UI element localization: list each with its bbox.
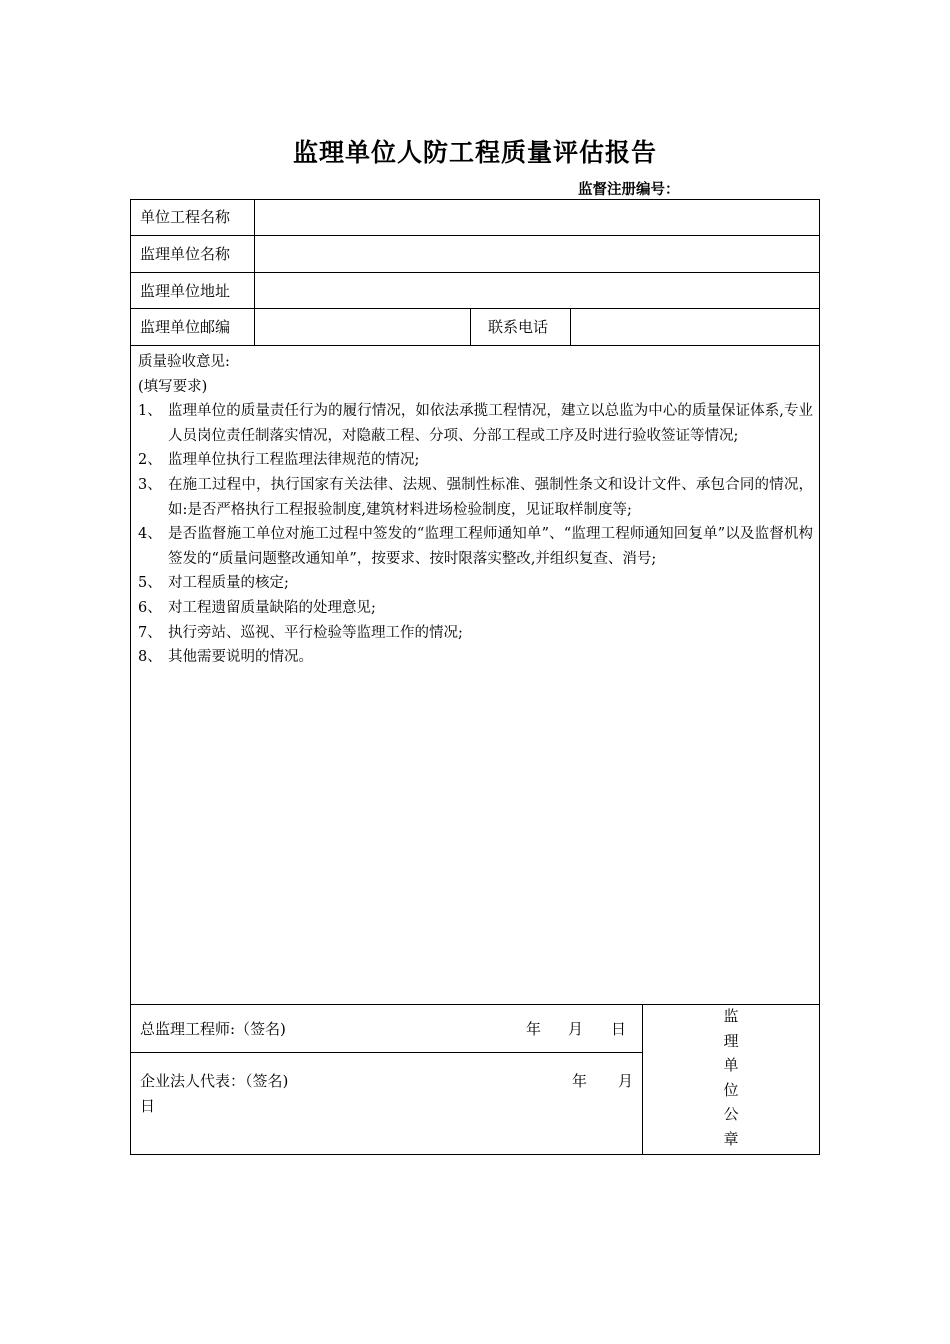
row-divider	[130, 272, 820, 273]
report-form	[130, 199, 820, 1155]
quality-opinion-heading: 质量验收意见:	[138, 354, 230, 370]
seal-char: 公	[723, 1105, 739, 1123]
row-divider	[130, 1052, 642, 1053]
supervisor-address-field[interactable]	[260, 276, 810, 304]
requirement-item	[138, 571, 813, 596]
legal-rep-day-label: 日	[140, 1097, 156, 1115]
form-border-left	[130, 199, 131, 1155]
requirement-number: 7、	[138, 624, 162, 641]
requirement-text: 监理单位的质量责任行为的履行情况，如依法承揽工程情况，建立以总监为中心的质量保证体系,专业人员岗位责任制落实情况，对隐蔽工程、分项、分部工程或工序及时进行验收签证等情况;	[168, 403, 813, 444]
chief-engineer-signature-label: 总监理工程师:（签名)	[140, 1020, 286, 1038]
column-divider	[570, 308, 571, 345]
chief-engineer-year-label: 年	[526, 1020, 542, 1038]
requirement-text: 监理单位执行工程监理法律规范的情况;	[168, 452, 420, 469]
legal-rep-year-label: 年	[572, 1072, 588, 1090]
row-divider	[130, 345, 820, 346]
chief-engineer-day-label: 日	[611, 1020, 627, 1038]
requirement-item	[138, 473, 813, 522]
requirement-item	[138, 621, 813, 646]
quality-opinion-section[interactable]	[138, 350, 813, 670]
legal-rep-signature-label: 企业法人代表：（签名)	[140, 1072, 289, 1090]
seal-char: 理	[723, 1031, 739, 1050]
legal-rep-month-label: 月	[618, 1072, 634, 1090]
requirement-text: 在施工过程中，执行国家有关法律、法规、强制性标准、强制性条文和设计文件、承包合同的情况，如:是否严格执行工程报验制度,建筑材料进场检验制度，见证取样制度等;	[168, 476, 813, 518]
requirement-item	[138, 448, 813, 473]
supervisor-seal-area	[642, 1004, 820, 1151]
requirement-item	[138, 596, 813, 621]
requirement-item	[138, 399, 813, 448]
requirement-number: 4、	[138, 526, 162, 543]
requirement-item	[138, 645, 813, 670]
requirement-number: 1、	[138, 403, 162, 420]
chief-engineer-month-label: 月	[568, 1020, 584, 1038]
project-name-field[interactable]	[260, 203, 810, 231]
requirement-number: 6、	[138, 599, 162, 616]
requirement-text: 其他需要说明的情况。	[168, 649, 313, 666]
requirement-number: 5、	[138, 575, 162, 592]
row-divider	[130, 235, 820, 236]
label-column-divider	[254, 199, 255, 345]
form-border-top	[130, 199, 820, 200]
supervisor-address-label: 监理单位地址	[140, 282, 231, 300]
registration-number-label: 监督注册编号：	[578, 182, 680, 198]
phone-label: 联系电话	[488, 318, 549, 336]
requirement-item	[138, 522, 813, 571]
requirement-text: 对工程质量的核定;	[168, 575, 289, 592]
requirement-text: 执行旁站、巡视、平行检验等监理工作的情况;	[168, 624, 463, 641]
supervisor-name-field[interactable]	[260, 240, 810, 268]
form-border-bottom	[130, 1154, 820, 1155]
requirements-heading: (填写要求)	[138, 378, 208, 395]
requirement-text: 对工程遗留质量缺陷的处理意见;	[168, 599, 376, 616]
phone-field[interactable]	[576, 313, 812, 341]
page-title: 监理单位人防工程质量评估报告	[292, 138, 657, 167]
requirement-text: 是否监督施工单位对施工过程中签发的“监理工程师通知单”、“监理工程师通知回复单”以及监督机构签发的“质量问题整改通知单”，按要求、按时限落实整改,并组织复查、消号;	[168, 526, 813, 567]
supervisor-name-label: 监理单位名称	[140, 245, 231, 263]
seal-char: 单	[723, 1056, 739, 1074]
row-divider	[130, 308, 820, 309]
requirement-number: 2、	[138, 452, 162, 469]
supervisor-postcode-field[interactable]	[260, 313, 465, 341]
column-divider	[470, 308, 471, 345]
requirement-number: 3、	[138, 476, 162, 493]
seal-char: 章	[723, 1129, 739, 1148]
supervisor-postcode-label: 监理单位邮编	[140, 318, 231, 336]
seal-char: 位	[723, 1080, 739, 1099]
project-name-label: 单位工程名称	[140, 208, 231, 226]
requirement-number: 8、	[138, 649, 162, 666]
seal-char: 监	[723, 1007, 739, 1025]
